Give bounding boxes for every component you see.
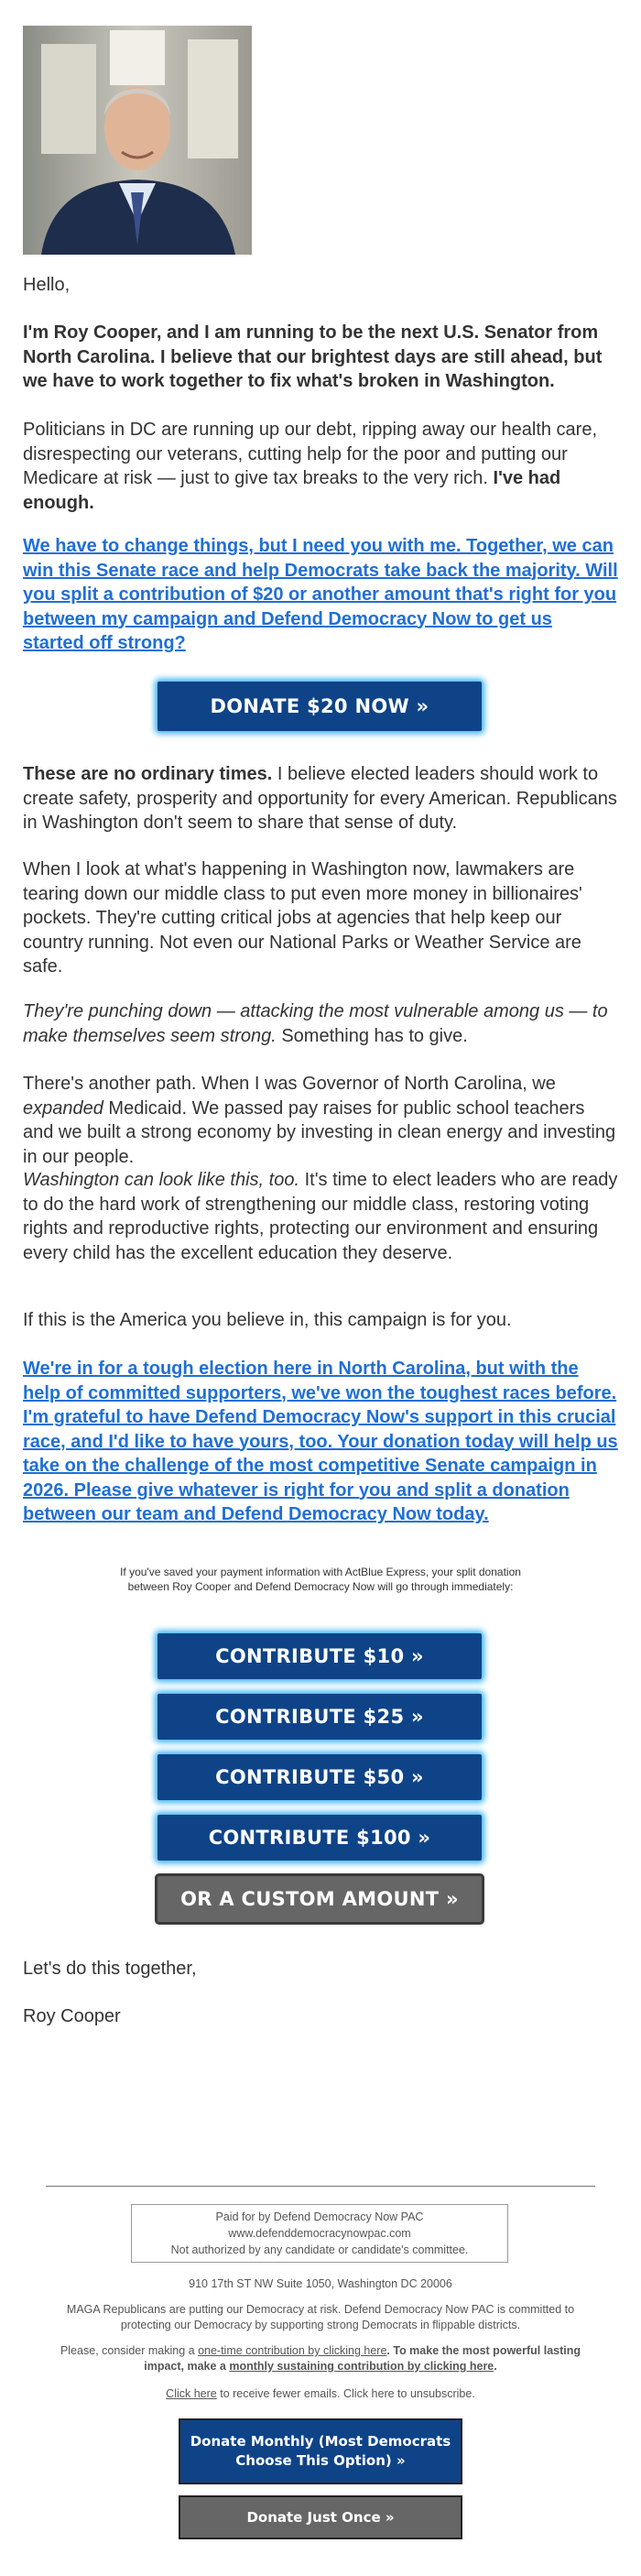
dc-text: Politicians in DC are running up our debt, ripping away our health care, disrespecting our veterans, cutting help for the poor and putting our Medicare at risk — just to give tax breaks to the very rich.	[23, 420, 598, 488]
look-paragraph	[23, 1168, 618, 1265]
candidate-photo	[23, 26, 252, 255]
candidate-photo-image	[23, 26, 252, 255]
look-text: It's time to elect leaders who are ready to do the hard work of strengthening our middle class, restoring voting rights and reproductive rights, protecting our environment and ensuring every child has the excellent education they deserve.	[23, 1170, 618, 1263]
consider-pre: Please, consider making a	[60, 2344, 199, 2357]
dc-bold: I've had enough.	[23, 468, 561, 513]
pac-website: www.defenddemocracynowpac.com	[228, 2227, 411, 2240]
times-bold: These are no ordinary times.	[23, 764, 273, 784]
not-authorized: Not authorized by any candidate or candidate's committee.	[170, 2243, 469, 2256]
fewer-emails-text: to receive fewer emails. Click here to unsubscribe.	[216, 2387, 475, 2400]
path-pre: There's another path. When I was Governor of North Carolina, we	[23, 1074, 556, 1094]
greeting: Hello,	[23, 275, 71, 295]
actblue-note: If you've saved your payment information with ActBlue Express, your split donation between Roy Cooper and Defend Democracy Now will go through immediately:	[120, 1566, 521, 1593]
ask-link-2[interactable]: We're in for a tough election here in North Carolina, but with the help of committed supporters, we've won the toughest races before. I'm grateful to have Defend Democracy Now's support in this crucial race, and I'd like to have yours, too. Your donation today will help us take on the challenge of the most competitive Senate campaign in 2026. Please give whatever is right for you and split a donation between our team and Defend Democracy Now today.	[23, 1359, 618, 1524]
donate-once-button[interactable]: Donate Just Once »	[179, 2495, 462, 2539]
punching-paragraph	[23, 999, 618, 1048]
path-paragraph	[23, 1072, 618, 1169]
times-paragraph	[23, 762, 618, 835]
intro-paragraph: I'm Roy Cooper, and I am running to be the next U.S. Senator from North Carolina. I believe that our brightest days are still ahead, but we have to work together to fix what's broken in Washington.	[23, 322, 603, 391]
custom-amount-button[interactable]: OR A CUSTOM AMOUNT »	[158, 1876, 482, 1922]
punching-text: Something has to give.	[276, 1025, 468, 1046]
footer-consider	[55, 2343, 586, 2374]
look-italic: Washington can look like this, too.	[23, 1170, 300, 1190]
contribute-100-button[interactable]: CONTRIBUTE $100 »	[158, 1815, 482, 1861]
path-post: Medicaid. We passed pay raises for public school teachers and we built a strong economy by investing in clean energy and investing in our people.	[23, 1097, 616, 1167]
monthly-link[interactable]: monthly sustaining contribution by clicking here	[229, 2360, 494, 2373]
paid-for-box	[131, 2204, 508, 2263]
dc-paragraph	[23, 418, 618, 515]
one-time-link[interactable]: one-time contribution by clicking here	[198, 2344, 387, 2357]
punching-italic: They're punching down — attacking the most vulnerable among us — to make themselves seem strong.	[23, 1001, 608, 1046]
footer-divider	[46, 2186, 595, 2187]
contribute-50-button[interactable]: CONTRIBUTE $50 »	[158, 1754, 482, 1800]
signoff: Let's do this together,	[23, 1959, 197, 1979]
ask-link-1[interactable]: We have to change things, but I need you with me. Together, we can win this Senate race and help Democrats take back the majority. Will you split a contribution of $20 or another amount that's right for you between my campaign and Defend Democracy Now to get us started off strong?	[23, 536, 618, 653]
signature: Roy Cooper	[23, 2006, 121, 2026]
washington-paragraph: When I look at what's happening in Washington now, lawmakers are tearing down our middle class to put even more money in billionaires' pockets. They're cutting critical jobs at agencies that help keep our country running. Not even our National Parks or Weather Service are safe.	[23, 859, 582, 977]
consider-end: .	[494, 2360, 497, 2373]
path-italic: expanded	[23, 1097, 103, 1119]
paid-by: Paid for by Defend Democracy Now PAC	[215, 2210, 424, 2223]
times-text: I believe elected leaders should work to create safety, prosperity and opportunity for every American. Republicans in Washington don't seem to share that sense of duty.	[23, 764, 617, 833]
footer-address: 910 17th ST NW Suite 1050, Washington DC 20006	[189, 2277, 452, 2290]
contribute-25-button[interactable]: CONTRIBUTE $25 »	[158, 1694, 482, 1740]
donate-monthly-button[interactable]: Donate Monthly (Most Democrats Choose This Option) »	[179, 2418, 462, 2484]
footer-fewer-emails	[55, 2386, 586, 2402]
consider-mid: . To make the most powerful lasting impact, make a	[144, 2344, 581, 2373]
contribute-10-button[interactable]: CONTRIBUTE $10 »	[158, 1633, 482, 1679]
america-paragraph: If this is the America you believe in, this campaign is for you.	[23, 1310, 512, 1330]
donate-20-button[interactable]: DONATE $20 NOW »	[158, 682, 482, 731]
fewer-emails-link[interactable]: Click here	[166, 2387, 217, 2400]
footer-mission: MAGA Republicans are putting our Democracy at risk. Defend Democracy Now PAC is committed to protecting our Democracy by supporting strong Democrats in flippable districts.	[66, 2303, 575, 2331]
